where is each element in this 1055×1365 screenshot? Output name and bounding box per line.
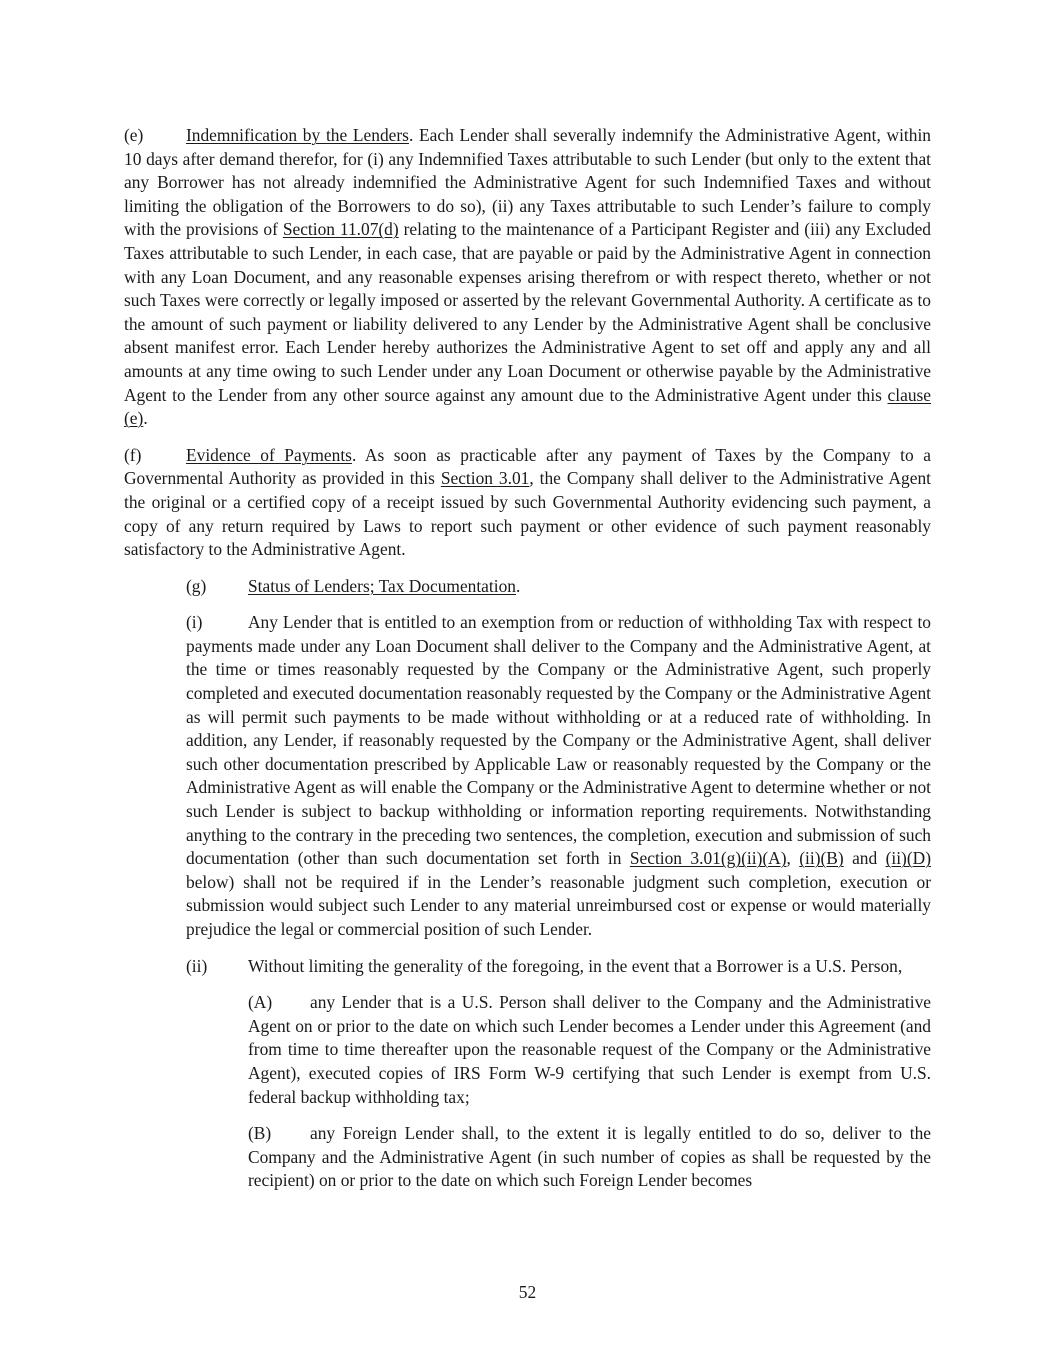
underlined-reference: Section 3.01(g)(ii)(A) [629, 848, 787, 869]
paragraph-text: and [843, 848, 886, 869]
paragraph-label: (e) [124, 125, 144, 145]
paragraph-text: below) shall not be required if in the Lender’s reasonable judgment such completion, execution or submission would subject such Lender to any material unreimbursed cost or expense or would materially prejudice the legal or commercial position of such Lender. [186, 871, 931, 939]
paragraph-text: . [515, 575, 521, 596]
underlined-reference: Indemnification by the Lenders [186, 125, 409, 145]
underlined-reference: (ii)(D) [885, 848, 931, 869]
underlined-reference: clause (e) [124, 384, 931, 429]
underlined-reference: Section 3.01 [440, 468, 530, 489]
underlined-reference: Section 11.07(d) [282, 219, 399, 240]
page-number: 52 [518, 1282, 537, 1302]
paragraph-g [186, 575, 931, 599]
paragraph-text: . [143, 408, 148, 429]
paragraph-text: Without limiting the generality of the foregoing, in the event that a Borrower is a U.S. Person, [248, 955, 903, 976]
paragraph-text: relating to the maintenance of a Participant Register and (iii) any Excluded Taxes attributable to such Lender, in each case, that are payable or paid by the Administrative Agent in connection with any Loan Document, and any reasonable expenses arising therefrom or with respect thereto, whether or not such Taxes were correctly or legally imposed or asserted by the relevant Governmental Authority. A certificate as to the amount of such payment or liability delivered to any Lender by the Administrative Agent shall be conclusive absent manifest error. Each Lender hereby authorizes the Administrative Agent to set off and apply any and all amounts at any time owing to such Lender under any Loan Document or otherwise payable by the Administrative Agent to the Lender from any other source against any amount due to the Administrative Agent under this [124, 219, 931, 405]
paragraph-label: (g) [186, 575, 207, 596]
paragraph-text: any Foreign Lender shall, to the extent it is legally entitled to do so, deliver to the Company and the Administrative Agent (in such number of copies as shall be requested by the recipient) on or prior to the date on which such Foreign Lender becomes [248, 1123, 931, 1191]
paragraph-g-ii-b [248, 1122, 931, 1193]
paragraph-g-ii [186, 955, 931, 979]
paragraph-g-ii-a [248, 991, 931, 1109]
paragraph-label: (f) [124, 444, 142, 465]
paragraph-label: (ii) [186, 955, 208, 976]
paragraph-text: , [786, 848, 800, 869]
paragraph-text: any Lender that is a U.S. Person shall deliver to the Company and the Administrative Agent on or prior to the date on which such Lender becomes a Lender under this Agreement (and from time to time thereafter upon the reasonable request of the Company or the Administrative Agent), executed copies of IRS Form W-9 certifying that such Lender is exempt from U.S. federal backup withholding tax; [248, 992, 931, 1107]
underlined-reference: (ii)(B) [799, 848, 844, 869]
paragraph-label: (B) [248, 1123, 272, 1144]
paragraph-f [124, 444, 931, 562]
paragraph-text: . Each Lender shall severally indemnify the Administrative Agent, within 10 days after demand therefor, for (i) any Indemnified Taxes attributable to such Lender (but only to the extent that any Borrower has not already indemnified the Administrative Agent for such Indemnified Taxes and without limiting the obligation of the Borrowers to do so), (ii) any Taxes attributable to such Lender’s failure to comply with the provisions of [124, 125, 931, 240]
paragraph-text: , the Company shall deliver to the Administrative Agent the original or a certified copy of a receipt issued by such Governmental Authority evidencing such payment, a copy of any return required by Laws to report such payment or other evidence of such payment reasonably satisfactory to the Administrative Agent. [124, 468, 931, 560]
paragraph-text: Any Lender that is entitled to an exemption from or reduction of withholding Tax with respect to payments made under any Loan Document shall deliver to the Company and the Administrative Agent, at the time or times reasonably requested by the Company or the Administrative Agent, such properly completed and executed documentation reasonably requested by the Company or the Administrative Agent as will permit such payments to be made without withholding or at a reduced rate of withholding. In addition, any Lender, if reasonably requested by the Company or the Administrative Agent, shall deliver such other documentation prescribed by Applicable Law or reasonably requested by the Company or the Administrative Agent as will enable the Company or the Administrative Agent to determine whether or not such Lender is subject to backup withholding or information reporting requirements. Notwithstanding anything to the contrary in the preceding two sentences, the completion, execution and submission of such documentation (other than such documentation set forth in [186, 612, 931, 869]
paragraph-g-i [186, 611, 931, 941]
underlined-reference: Status of Lenders; Tax Documentation [248, 575, 516, 596]
paragraph-label: (i) [186, 612, 203, 633]
document-body [124, 124, 931, 1206]
underlined-reference: Evidence of Payments [186, 444, 352, 465]
paragraph-e [124, 124, 931, 431]
paragraph-text: . As soon as practicable after any payment of Taxes by the Company to a Governmental Authority as provided in this [124, 444, 931, 489]
paragraph-label: (A) [248, 992, 273, 1013]
